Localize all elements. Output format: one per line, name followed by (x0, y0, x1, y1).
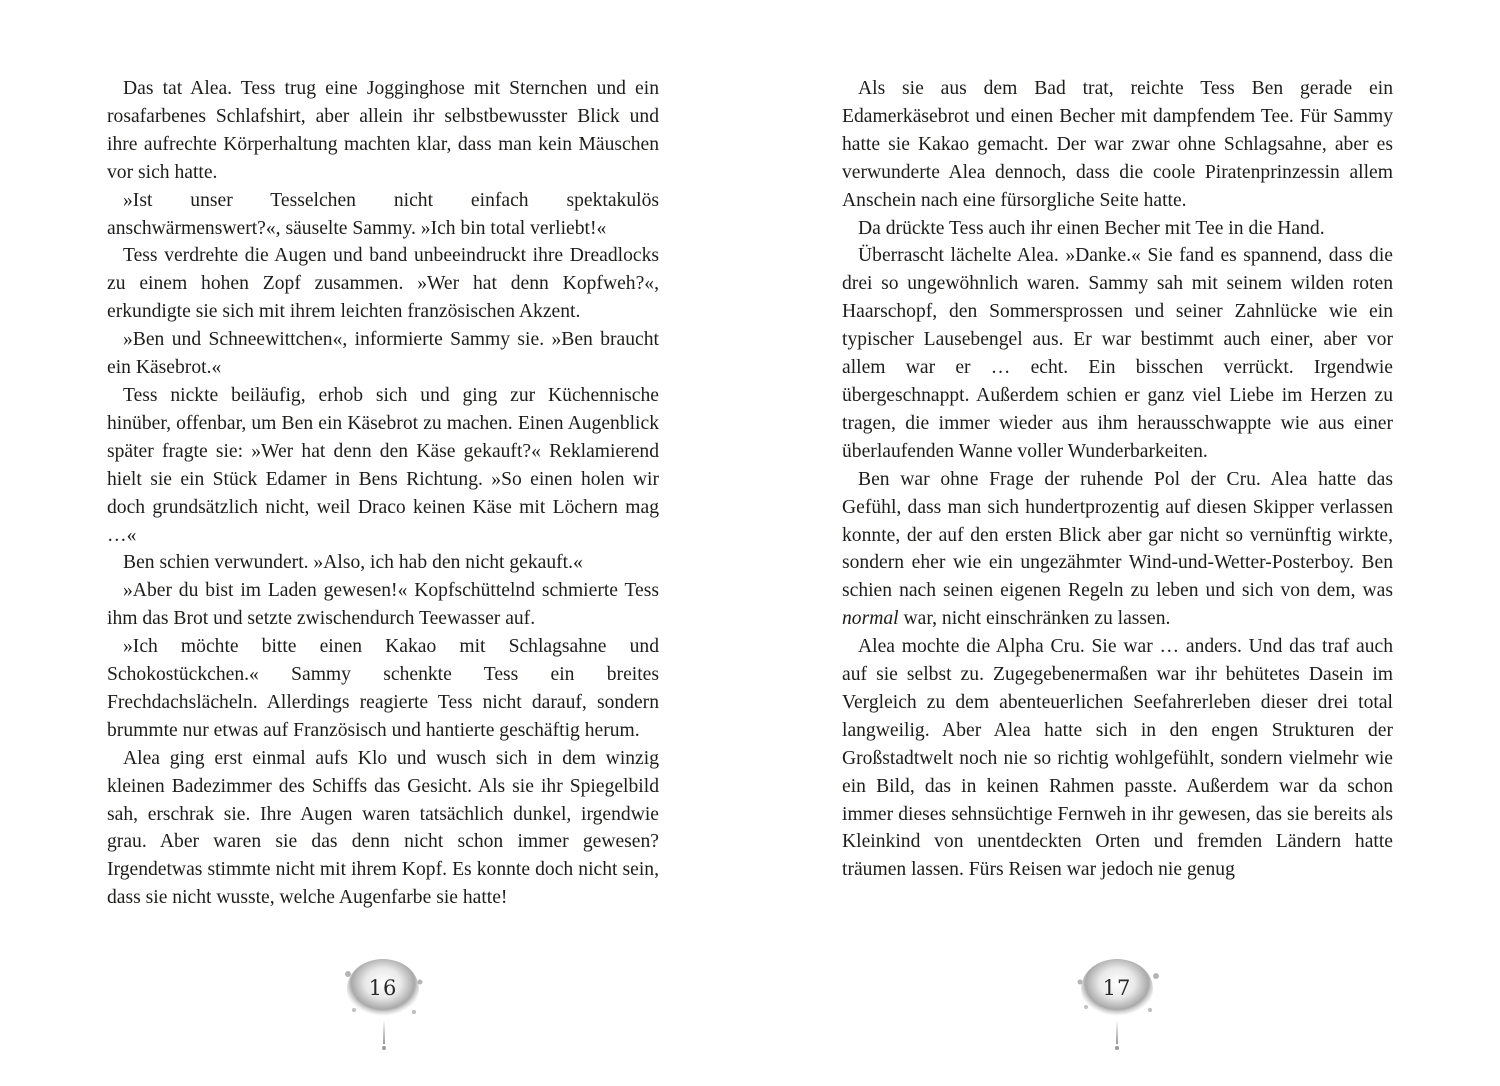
paragraph: »Ben und Schneewittchen«, informierte Sammy sie. »Ben braucht ein Käsebrot.« (107, 329, 659, 379)
paragraph: »Ich möchte bitte einen Kakao mit Schlagsahne und Schokostückchen.« Sammy schenkte Tess ein breites Frechdachslächeln. Allerdings reagierte Tess nicht darauf, sondern brummte nur etwas auf Französisch und hantierte geschäftig herum. (107, 636, 659, 741)
paragraph: Da drückte Tess auch ihr einen Becher mit Tee in die Hand. (858, 217, 1325, 239)
paragraph: »Ist unser Tesselchen nicht einfach spektakulös anschwärmenswert?«, säuselte Sammy. »Ich bin total verliebt!« (107, 189, 659, 239)
page-number: 16 (368, 976, 398, 1000)
paragraph: Das tat Alea. Tess trug eine Jogginghose mit Sternchen und ein rosafarbenes Schlafshirt, aber allein ihr selbstbewusster Blick und ihre aufrechte Körperhaltung machten klar, dass man kein Mäuschen vor sich hatte. (107, 78, 659, 183)
paragraph: »Aber du bist im Laden gewesen!« Kopfschüttelnd schmierte Tess ihm das Brot und setzte zwischendurch Teewasser auf. (107, 580, 659, 630)
paragraph: Ben schien verwundert. »Also, ich hab den nicht gekauft.« (123, 552, 583, 574)
paragraph: Als sie aus dem Bad trat, reichte Tess Ben gerade ein Edamerkäsebrot und einen Becher mit dampfendem Tee. Für Sammy hatte sie Kakao gemacht. Der war zwar ohne Schlagsahne, aber es verwunderte Alea dennoch, dass die coole Piratenprinzessin allem Anschein nach eine fürsorgliche Seite hatte. (842, 78, 1393, 211)
page-number-badge (328, 952, 438, 1062)
paragraph: Alea ging erst einmal aufs Klo und wusch sich in dem winzig kleinen Badezimmer des Schiffs das Gesicht. Als sie ihr Spiegelbild sah, erschrak sie. Ihre Augen waren tatsächlich dunkel, irgendwie grau. Aber waren sie das denn nicht schon immer gewesen? Irgendetwas stimmte nicht mit ihrem Kopf. Es konnte doch nicht sein, dass sie nicht wusste, welche Augenfarbe sie hatte! (107, 747, 659, 909)
paragraph: Überrascht lächelte Alea. »Danke.« Sie fand es spannend, dass die drei so ungewöhnlich waren. Sammy sah mit seinem wilden roten Haarschopf, den Sommersprossen und seiner Zahnlücke wie ein typischer Lausebengel aus. Er war bestimmt auch einer, aber vor allem war er … echt. Ein bisschen verrückt. Irgendwie übergeschnappt. Außerdem schien er ganz viel Liebe im Herzen zu tragen, die immer wieder aus ihm herausschwappte wie aus einer überlaufenden Wanne voller Wunderbarkeiten. (842, 245, 1393, 462)
page-number: 17 (1102, 976, 1132, 1000)
left-page-text (107, 75, 659, 912)
paragraph: Alea mochte die Alpha Cru. Sie war … anders. Und das traf auch auf sie selbst zu. Zugegebenermaßen war ihr behütetes Dasein im Vergleich zu dem abenteuerlichen Seefahrerleben dieser drei total langweilig. Aber Alea hatte sich in den engen Strukturen der Großstadtwelt noch nie so richtig wohlgefühlt, sondern vielmehr wie ein Bild, das in keinen Rahmen passte. Außerdem war da schon immer dieses sehnsüchtige Fernweh in ihr gewesen, das sie bereits als Kleinkind von unentdeckten Orten und fremden Ländern hatte träumen lassen. Fürs Reisen war jedoch nie genug (842, 636, 1393, 881)
right-page-text (842, 75, 1393, 884)
right-page (750, 0, 1500, 1086)
ink-splash-icon (328, 952, 438, 1062)
paragraph: Tess verdrehte die Augen und band unbeeindruckt ihre Dreadlocks zu einem hohen Zopf zusammen. »Wer hat denn Kopfweh?«, erkundigte sie sich mit ihrem leichten französischen Akzent. (107, 245, 659, 323)
paragraph: Tess nickte beiläufig, erhob sich und ging zur Küchennische hinüber, offenbar, um Ben ein Käsebrot zu machen. Einen Augenblick später fragte sie: »Wer hat denn den Käse gekauft?« Reklamierend hielt sie ein Stück Edamer in Bens Richtung. »So einen holen wir doch grundsätzlich nicht, weil Draco keinen Käse mit Löchern mag …« (107, 384, 659, 546)
page-number-badge (1062, 952, 1172, 1062)
emphasis: normal (842, 608, 899, 630)
paragraph: Ben war ohne Frage der ruhende Pol der Cru. Alea hatte das Gefühl, dass man sich hundertprozentig auf diesen Skipper verlassen konnte, der auf den ersten Blick aber gar nicht so vernünftig wirkte, sondern eher wie ein ungezähmter Wind-und-Wetter-Posterboy. Ben schien nach seinen eigenen Regeln zu leben und sich von dem, was normal war, nicht einschränken zu lassen. (842, 468, 1393, 630)
ink-splash-icon (1062, 952, 1172, 1062)
